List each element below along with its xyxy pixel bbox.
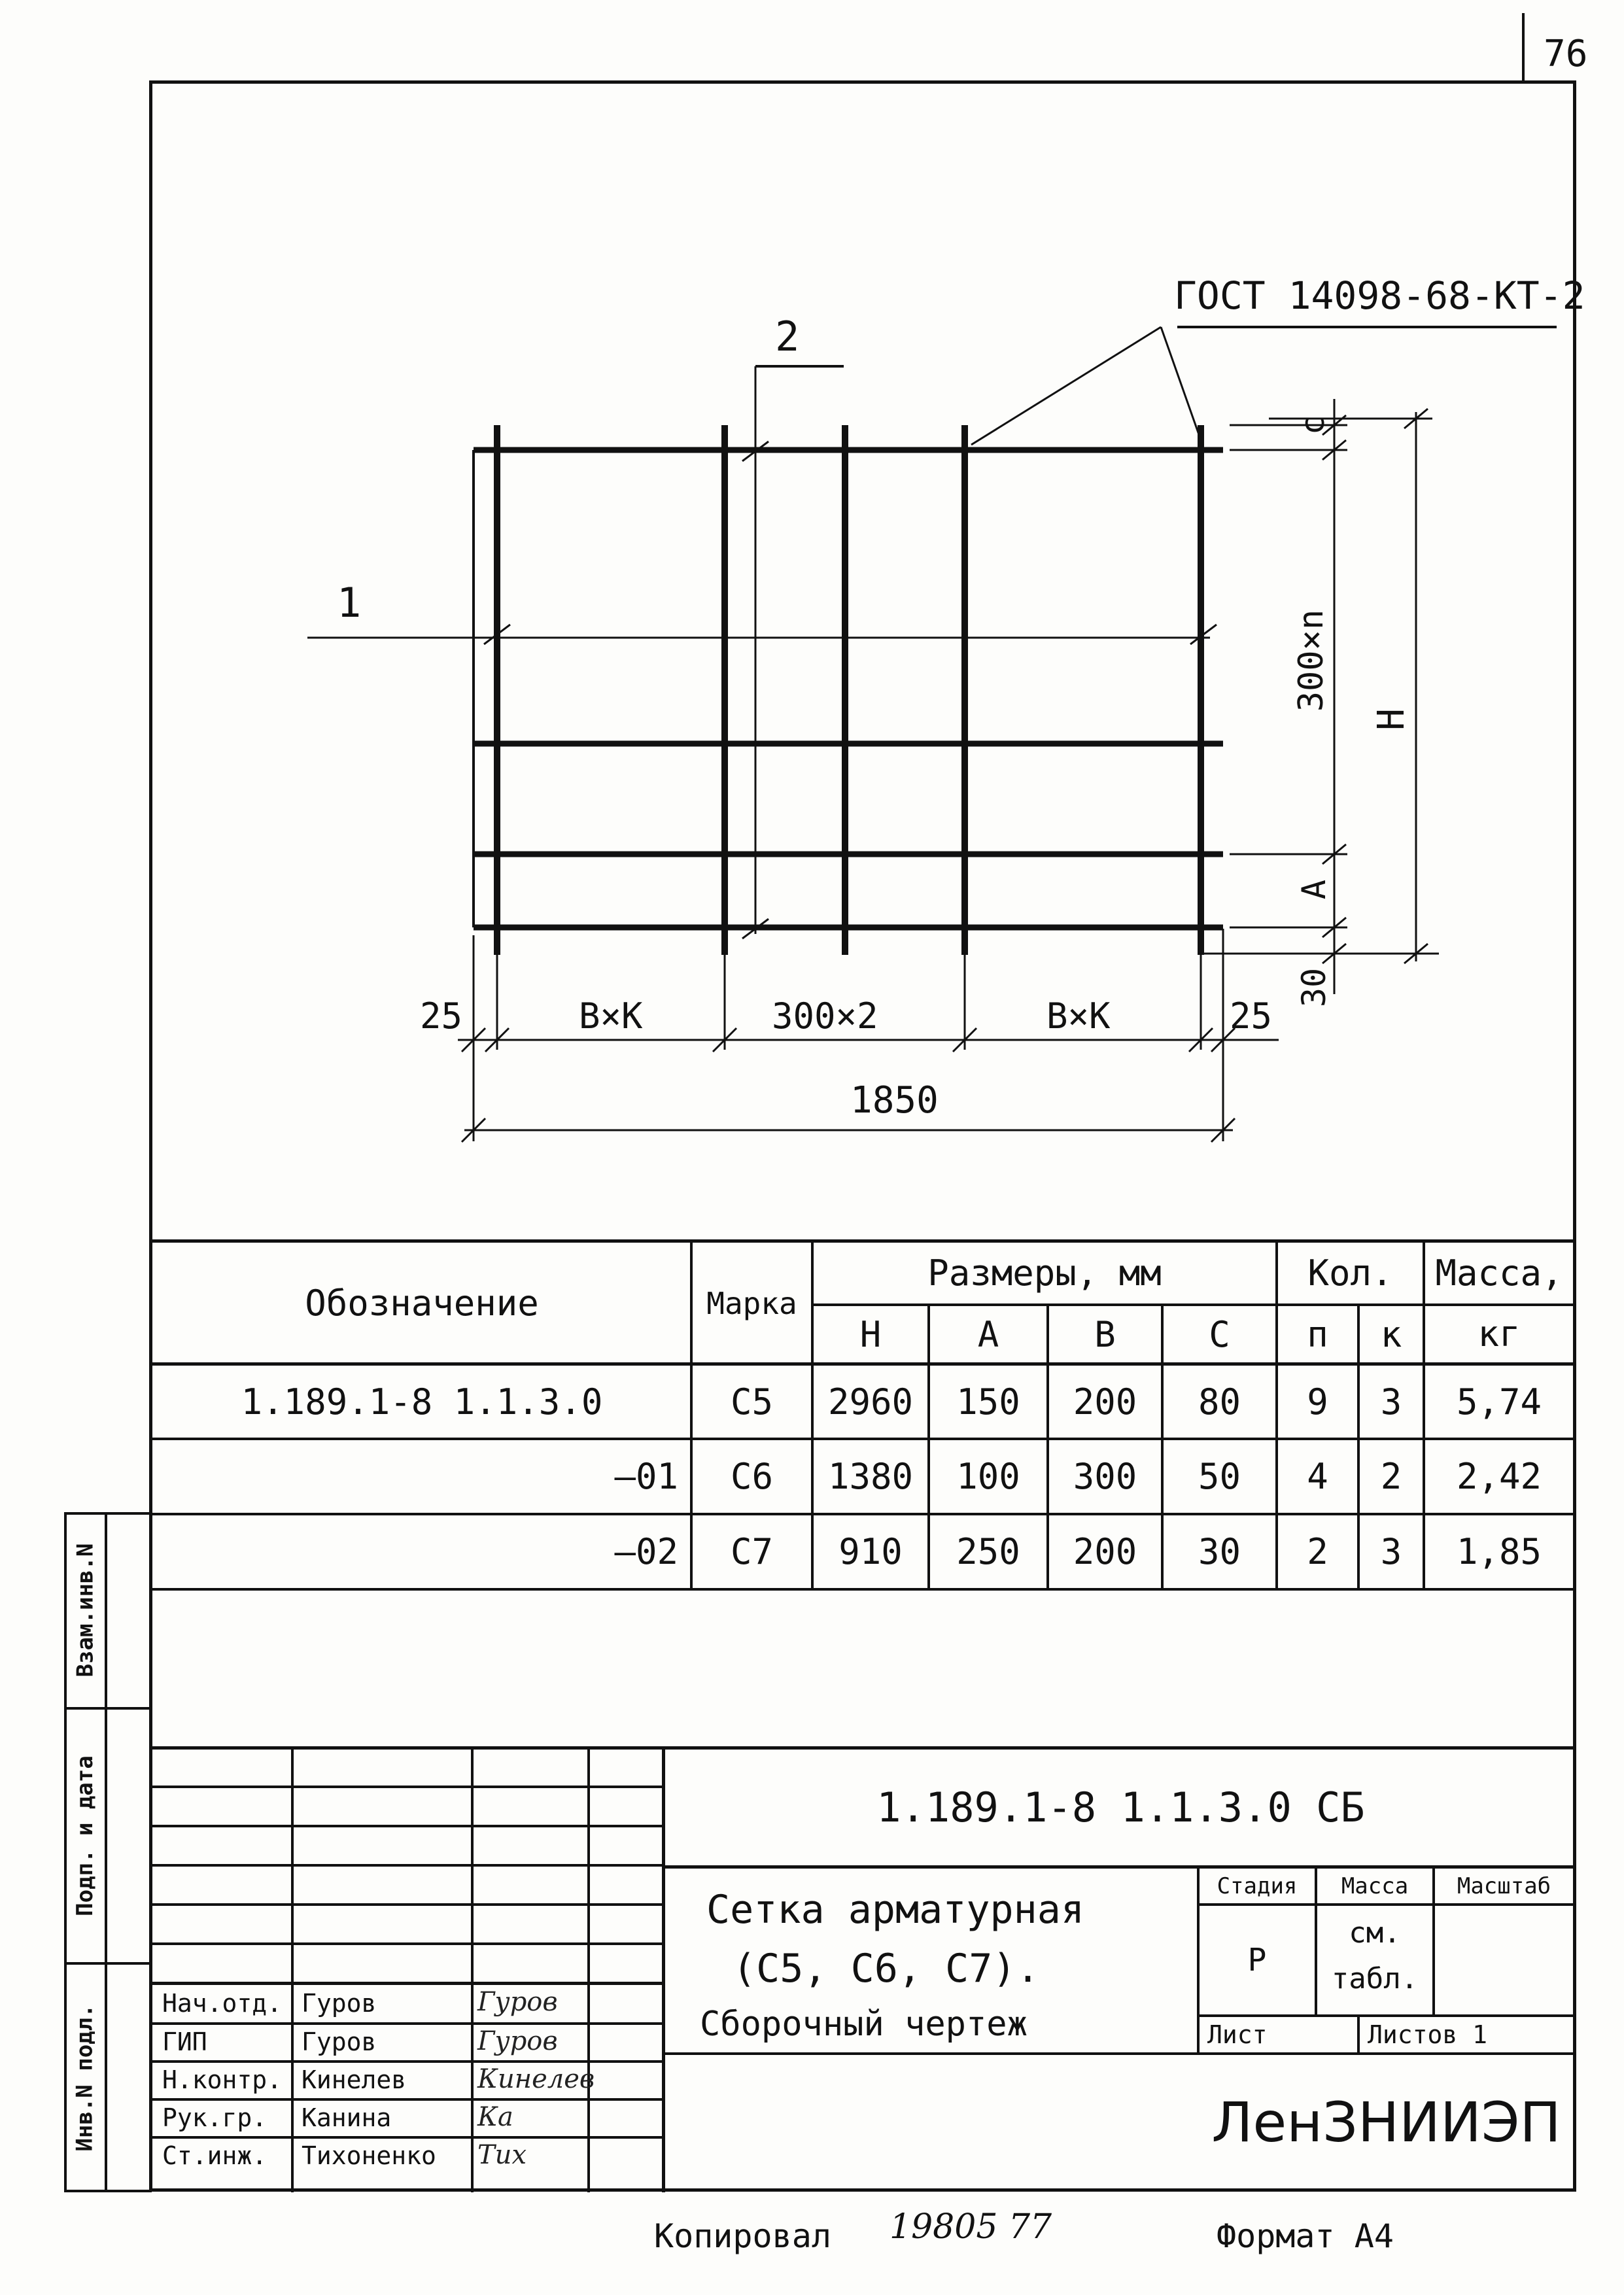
staff-role: Ст.инж. [162,2141,268,2170]
col-mass-unit: кг [1477,1313,1521,1355]
row-k: 2 [1380,1456,1402,1497]
stage-label: Стадия [1217,1872,1298,1899]
dim-300n-label: 300×n [1292,609,1331,712]
sub-A: А [977,1313,999,1355]
copied-value: 19805 77 [890,2207,1052,2247]
row-H: 910 [838,1531,903,1572]
dim-bk-right: В×К [1046,995,1111,1037]
staff-signature: Гуров [477,1987,558,2017]
staff-name: Канина [302,2103,392,2132]
row-B: 300 [1073,1456,1137,1497]
col-mass: Масса, [1435,1252,1563,1294]
sheet-label: Лист [1207,2020,1268,2049]
copied-label: Копировал [654,2217,831,2255]
staff-name: Кинелев [302,2065,407,2094]
row-designation: 1.189.1-8 1.1.3.0 [241,1381,603,1423]
row-A: 250 [956,1531,1020,1572]
row-designation: —01 [614,1456,678,1497]
row-C: 50 [1198,1456,1241,1497]
row-B: 200 [1073,1381,1137,1423]
dim-300x2: 300×2 [772,995,878,1037]
gost-label: ГОСТ 14098-68-КТ-2 [1174,273,1585,318]
row-A: 150 [956,1381,1020,1423]
dim-bk-left: В×К [579,995,643,1037]
staff-role: ГИП [162,2028,207,2056]
dim-25-left: 25 [420,995,463,1037]
stage-value: Р [1247,1942,1267,1978]
side-label-vzam: Взам.инв.N [72,1543,99,1678]
sub-C: С [1209,1313,1230,1355]
callout-2: 2 [775,313,800,360]
dim-total: 1850 [850,1079,939,1122]
mass-label: Масса [1341,1872,1409,1899]
organization: ЛенЗНИИЭП [1211,2090,1561,2154]
staff-signature: Кинелев [477,2064,595,2094]
row-n: 9 [1307,1381,1328,1423]
row-B: 200 [1073,1531,1137,1572]
row-mark: С7 [730,1531,774,1572]
row-k: 3 [1380,1531,1402,1572]
row-mark: С6 [730,1456,774,1497]
staff-signature: Гуров [477,2026,558,2056]
sub-k: к [1380,1313,1402,1355]
col-sizes: Размеры, мм [927,1252,1162,1294]
callout-1: 1 [337,579,362,627]
row-mass: 1,85 [1456,1531,1542,1572]
staff-signature: Тих [477,2140,527,2170]
row-A: 100 [956,1456,1020,1497]
doc-code: 1.189.1-8 1.1.3.0 СБ [876,1784,1365,1831]
dim-H-label: Н [1370,708,1413,731]
scale-label: Масштаб [1457,1872,1551,1899]
staff-name: Гуров [302,2028,377,2056]
col-qty: Кол. [1307,1252,1393,1294]
mass-value-2: табл. [1331,1961,1419,1995]
side-label-podp: Подп. и дата [72,1755,99,1916]
staff-role: Н.контр. [162,2065,283,2094]
dim-25-right: 25 [1230,995,1273,1037]
sheets-label: Листов 1 [1368,2020,1488,2049]
row-H: 2960 [827,1381,914,1423]
title-line-1: Сетка арматурная [706,1887,1084,1933]
row-C: 30 [1198,1531,1241,1572]
row-n: 4 [1307,1456,1328,1497]
format-label: Формат А4 [1217,2217,1394,2255]
sheet-number: 76 [1544,33,1588,75]
staff-name: Гуров [302,1989,377,2018]
row-mass: 2,42 [1456,1456,1542,1497]
row-C: 80 [1198,1381,1241,1423]
dim-30-label: 30 [1295,967,1333,1008]
sub-n: п [1307,1313,1328,1355]
row-k: 3 [1380,1381,1402,1423]
row-mass: 5,74 [1456,1381,1542,1423]
staff-name: Тихоненко [302,2141,436,2170]
mass-value-1: см. [1349,1916,1401,1950]
col-designation: Обозначение [305,1283,539,1324]
title-line-2: (С5, С6, С7). [733,1946,1040,1992]
sub-H: Н [859,1313,882,1355]
dim-A-label: А [1295,879,1333,900]
staff-role: Нач.отд. [162,1989,283,2018]
row-H: 1380 [827,1456,914,1497]
staff-signature: Ка [477,2102,513,2132]
row-designation: —02 [614,1531,678,1572]
row-n: 2 [1307,1531,1328,1572]
side-label-inv: Инв.N подл. [72,2004,99,2152]
col-mark: Марка [706,1285,797,1321]
dim-c-label: с [1294,415,1332,436]
row-mark: С5 [730,1381,774,1423]
sub-B: В [1094,1313,1116,1355]
title-line-3: Сборочный чертеж [700,2005,1028,2044]
staff-role: Рук.гр. [162,2103,268,2132]
